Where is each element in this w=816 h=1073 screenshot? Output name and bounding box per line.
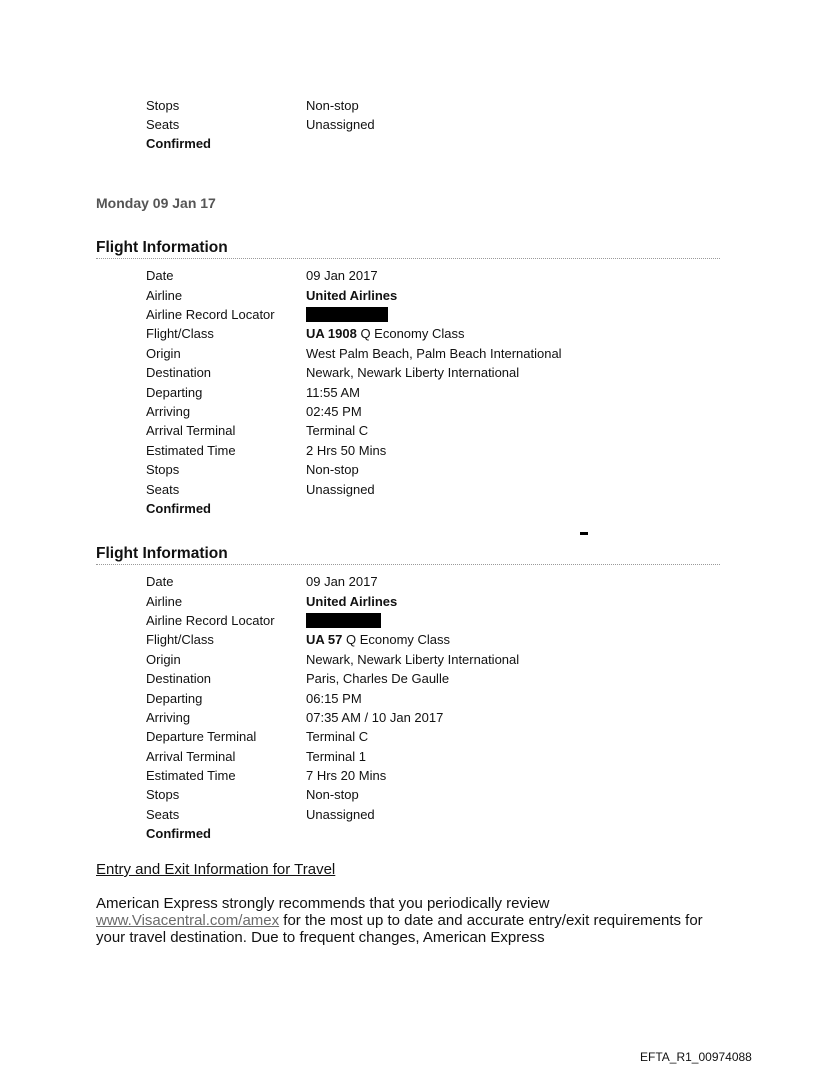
estimated-time-row [146,441,746,460]
stops-label: Stops [146,787,180,802]
arriving-row [146,708,746,727]
airline-row [146,286,746,305]
visacentral-link[interactable]: www.Visacentral.com/amex [96,912,280,929]
flight-class-row [146,630,746,649]
arriving-label: Arriving [146,710,191,725]
airline-row [146,592,746,611]
flight-number: UA 1908 [306,326,357,341]
class-value: Q Economy Class [356,326,465,341]
date-value: 09 Jan 2017 [306,574,378,589]
origin-label: Origin [146,346,181,361]
flight-class-label: Flight/Class [146,326,214,341]
destination-row [146,363,746,382]
arriving-label: Arriving [146,404,191,419]
arrival-terminal-label: Arrival Terminal [146,749,236,764]
airline-label: Airline [146,594,183,609]
date-label: Date [146,574,174,589]
seats-row [146,115,746,134]
estimated-time-label: Estimated Time [146,768,236,783]
seats-label: Seats [146,482,180,497]
date-label: Date [146,268,174,283]
seats-value: Unassigned [306,807,375,822]
departure-terminal-label: Departure Terminal [146,729,257,744]
stops-label: Stops [146,98,180,113]
confirmed-status: Confirmed [146,826,211,841]
record-locator-label: Airline Record Locator [146,307,275,322]
estimated-time-label: Estimated Time [146,443,236,458]
redaction-block [306,613,381,628]
origin-value: West Palm Beach, Palm Beach International [306,346,562,361]
day-heading: Monday 09 Jan 17 [96,195,216,211]
record-locator-row [146,611,746,630]
arrival-terminal-label: Arrival Terminal [146,423,236,438]
departing-row [146,689,746,708]
section-divider [96,564,720,565]
seats-row [146,805,746,824]
document-id-footer: EFTA_R1_00974088 [640,1050,752,1064]
flight-info-title: Flight Information [96,545,228,562]
date-row [146,266,746,285]
stray-mark [580,532,588,535]
departure-terminal-row [146,727,746,746]
stops-value: Non-stop [306,787,359,802]
destination-label: Destination [146,671,212,686]
stops-value: Non-stop [306,462,359,477]
airline-value: United Airlines [306,594,398,609]
flight-class-label: Flight/Class [146,632,214,647]
departing-value: 11:55 AM [306,385,360,400]
seats-value: Unassigned [306,117,375,132]
arrival-terminal-value: Terminal C [306,423,369,438]
departing-label: Departing [146,385,203,400]
confirmed-status: Confirmed [146,501,211,516]
origin-row [146,650,746,669]
entry-exit-paragraph [96,895,736,946]
arriving-value: 07:35 AM / 10 Jan 2017 [306,710,444,725]
origin-row [146,344,746,363]
date-row [146,572,746,591]
arriving-value: 02:45 PM [306,404,362,419]
destination-label: Destination [146,365,212,380]
arriving-row [146,402,746,421]
arrival-terminal-row [146,421,746,440]
destination-row [146,669,746,688]
paragraph-text-start: American Express strongly recommends that you periodically review [96,895,550,912]
record-locator-label: Airline Record Locator [146,613,275,628]
entry-exit-title: Entry and Exit Information for Travel [96,861,336,878]
estimated-time-row [146,766,746,785]
record-locator-row [146,305,746,324]
estimated-time-value: 2 Hrs 50 Mins [306,443,387,458]
stops-value: Non-stop [306,98,359,113]
seats-label: Seats [146,117,180,132]
departing-row [146,383,746,402]
airline-value: United Airlines [306,288,398,303]
class-value: Q Economy Class [342,632,451,647]
stops-row [146,460,746,479]
stops-row [146,96,746,115]
redaction-block [306,307,388,322]
departure-terminal-value: Terminal C [306,729,369,744]
paragraph-text-end: for the most up to date and accurate entry/exit requirements for your travel destination. Due to frequent changes, American Express [96,912,703,946]
confirmed-status: Confirmed [146,136,211,151]
flight-number: UA 57 [306,632,343,647]
arrival-terminal-value: Terminal 1 [306,749,366,764]
origin-value: Newark, Newark Liberty International [306,652,520,667]
airline-label: Airline [146,288,183,303]
date-value: 09 Jan 2017 [306,268,378,283]
section-divider [96,258,720,259]
origin-label: Origin [146,652,181,667]
arrival-terminal-row [146,747,746,766]
flight-class-row [146,324,746,343]
departing-value: 06:15 PM [306,691,362,706]
flight-info-title: Flight Information [96,239,228,256]
seats-label: Seats [146,807,180,822]
departing-label: Departing [146,691,203,706]
seats-value: Unassigned [306,482,375,497]
destination-value: Paris, Charles De Gaulle [306,671,450,686]
estimated-time-value: 7 Hrs 20 Mins [306,768,387,783]
destination-value: Newark, Newark Liberty International [306,365,520,380]
stops-label: Stops [146,462,180,477]
seats-row [146,480,746,499]
stops-row [146,785,746,804]
